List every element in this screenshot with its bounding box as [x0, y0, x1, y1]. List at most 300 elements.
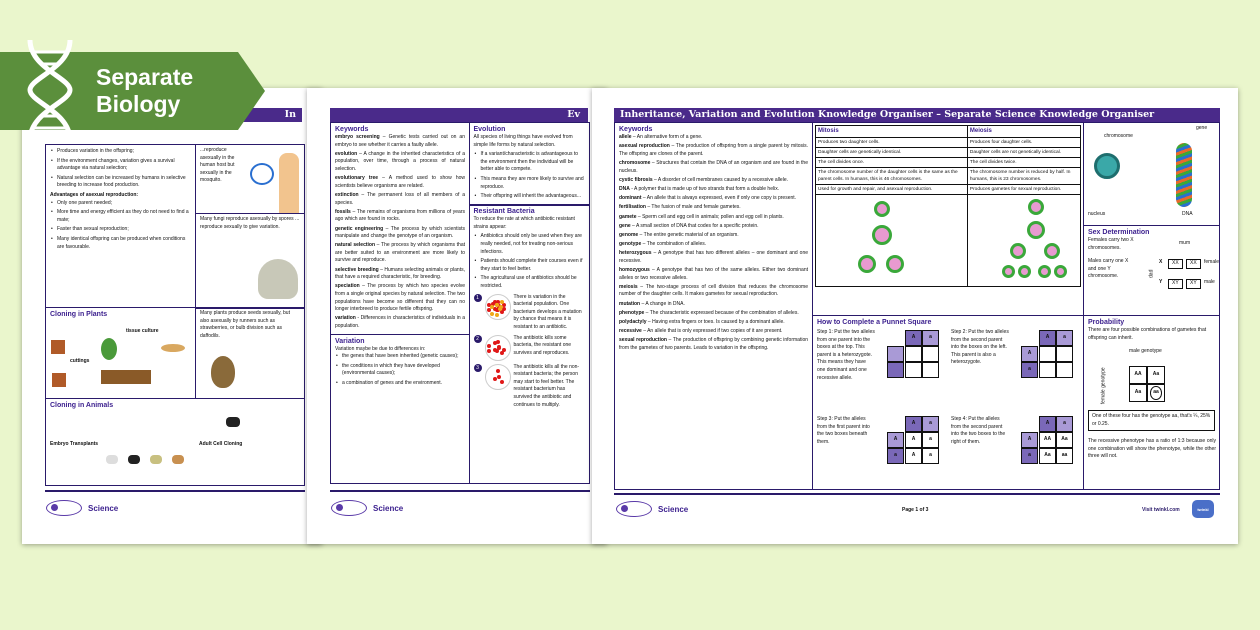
resistant-title: Resistant Bacteria [473, 208, 535, 216]
plants-text: Many plants produce seeds sexually, but also asexually by runners such as strawberries, or bulb division such as daffodils. [200, 310, 290, 339]
bullet: • a combination of genes and the environment. [335, 380, 465, 388]
xx-cell: XX [1186, 259, 1201, 269]
tissue-culture-label: tissue culture [126, 328, 159, 334]
xy-cell: XY [1186, 279, 1201, 289]
keyword-entry [619, 143, 808, 158]
keyword-term: polydactyly [619, 318, 647, 325]
keyword-entry [619, 160, 808, 175]
cloning-animals-box [45, 398, 305, 486]
bullet: • Patients should complete their courses even if they start to feel better. [474, 258, 586, 273]
keyword-term: dominant [619, 195, 642, 202]
mitosis-cell: Used for growth and repair, and asexual reproduction. [816, 185, 968, 195]
keyword-term: DNA [619, 185, 630, 192]
keyword-definition: - Differences in characteristics of individuals in a population. [335, 315, 465, 329]
keyword-term: allele [619, 134, 632, 140]
bullets-top [50, 148, 191, 190]
punnett-cell: A [905, 330, 922, 346]
cell-icon [1038, 265, 1051, 278]
grid-cell: AA [1129, 366, 1147, 384]
keyword-definition: – The two-stage process of cell division that reduces the chromosome number of the daughter cells. It makes gametes for sexual reproduction. [619, 283, 808, 298]
bacterium-dot [487, 344, 491, 348]
punnett-cell: a [922, 416, 939, 432]
mid-right-column [469, 122, 591, 484]
keyword-entry [619, 267, 808, 282]
bullet: • More time and energy efficient as they do not need to find a mate; [50, 209, 191, 224]
keyword-term: embryo screening [335, 134, 380, 140]
visit-link[interactable]: Visit twinkl.com [1142, 507, 1180, 513]
keyword-definition: – A genotype that has two different alleles – one dominant and one recessive. [619, 250, 808, 264]
punnett-box [812, 315, 1084, 490]
mitosis-cell: Produces two daughter cells. [816, 138, 968, 148]
gene-diagram-box [1083, 122, 1220, 226]
keyword-definition: – A disorder of cell membranes caused by a recessive allele. [652, 176, 788, 183]
keyword-entry [619, 328, 808, 336]
dna-icon [20, 38, 80, 142]
grid-cell [1147, 384, 1165, 402]
keyword-definition: – The process by which two species evolve from a single original species by natural selection. The two populations have become so different that they can no longer interbreed to produce fertile offspring. [335, 283, 465, 313]
keyword-term: fertilisation [619, 204, 646, 211]
keyword-definition: – The entire genetic material of an organism. [638, 231, 739, 238]
punnett-cell: A [887, 432, 904, 448]
step-number: 3 [474, 364, 482, 372]
cell-icon [1002, 265, 1015, 278]
keyword-term: cystic fibrosis [619, 176, 653, 183]
keyword-definition: – A method used to show how scientists believe organisms are related. [335, 175, 465, 189]
science-logo-icon [331, 500, 367, 516]
keyword-definition: - A polymer that is made up of two strands that form a double helix. [629, 185, 780, 192]
probability-title: Probability [1088, 319, 1125, 326]
keyword-term: homozygous [619, 267, 650, 274]
keyword-entry [335, 151, 465, 174]
sheep-icon [128, 455, 140, 464]
bullet: • Only one parent needed; [50, 200, 191, 208]
mitosis-cell: The cell divides once. [816, 158, 968, 168]
punnett-cell [1039, 362, 1056, 378]
resistant-intro: To reduce the rate at which antibiotic resistant strains appear: [473, 216, 575, 230]
bacterium-dot [493, 341, 497, 345]
keyword-entry [619, 301, 808, 309]
keyword-term: meiosis [619, 283, 638, 290]
keyword-term: mutation [619, 300, 641, 307]
punnett-cell: a [922, 448, 939, 464]
science-logo-icon [46, 500, 82, 516]
bullet: • Natural selection can be increased by humans in selective breeding to increase food production. [50, 175, 191, 190]
keyword-definition: – The production of offspring from a single parent by mitosis. The offspring are clones of the parent. [619, 143, 808, 157]
keyword-definition: – The remains of organisms from millions of years ago which are found in rocks. [335, 208, 465, 223]
keyword-entry [335, 175, 465, 190]
bullet: • The agricultural use of antibiotics should be restricted. [474, 275, 586, 290]
keyword-entry [619, 241, 808, 249]
keyword-term: asexual reproduction [619, 143, 670, 150]
keyword-definition: – The characteristic expressed because of the combination of alleles. [644, 309, 799, 316]
keyword-definition: – Having extra fingers or toes. Is caused by a dominant allele. [646, 318, 785, 325]
plant-pot-icon [52, 373, 66, 387]
punnett-cell: a [922, 330, 939, 346]
keyword-definition: – The production of offspring by combining genetic information from the gametes of two parents. Leads to variation in the offspring. [619, 337, 809, 351]
punnett-cell: a [1056, 416, 1073, 432]
fungi-box [195, 213, 305, 309]
punnett-cell: a [1021, 362, 1038, 378]
male-genotype-label: male genotype [1129, 348, 1162, 354]
petri-dish-icon [161, 344, 185, 352]
bullet: • Their offspring will inherit the advantageous... [474, 193, 586, 201]
footer [616, 501, 688, 517]
punnett-cell: Aa [1056, 432, 1073, 448]
petri-dish-icon [485, 364, 511, 390]
keyword-definition: – Humans selecting animals or plants, that have a required characteristic, for breeding. [335, 266, 465, 281]
probability-box [1083, 315, 1220, 490]
keyword-term: heterozygous [619, 250, 652, 257]
keyword-term: recessive [619, 328, 642, 335]
step-text: The antibiotic kills some bacteria, the resistant one survives and reproduces. [513, 334, 572, 356]
twinkl-logo-icon [1192, 500, 1214, 518]
bacterium-dot [500, 380, 504, 384]
sex-det-title: Sex Determination [1088, 229, 1150, 236]
footer-science: Science [658, 504, 689, 514]
keyword-definition: – An alternative form of a gene. [631, 134, 703, 140]
keyword-term: genetic engineering [335, 225, 384, 232]
cell-icon [1054, 265, 1067, 278]
keyword-term: genotype [619, 241, 642, 248]
keywords-box [614, 122, 813, 490]
keyword-term: phenotype [619, 309, 645, 316]
keyword-term: natural selection [335, 242, 376, 249]
bullet: • the conditions in which they have developed (environmental causes); [335, 363, 465, 378]
punnett-cell: A [1039, 330, 1056, 346]
step-number: 2 [474, 335, 482, 343]
keyword-term: chromosome [619, 159, 651, 166]
banner-title-line2: Biology [96, 91, 181, 117]
gene-label: gene [1196, 125, 1208, 131]
keyword-entry [619, 223, 808, 231]
keyword-entry [619, 186, 808, 194]
keyword-definition: – An allele that is only expressed if two copies of it are present. [641, 328, 783, 335]
nucleus-label: nucleus [1088, 211, 1106, 217]
dna-helix-icon [1176, 143, 1192, 207]
keyword-definition: – The process by which scientists manipulate and change the genotype of an organism. [335, 225, 465, 240]
mitosis-diagram [816, 195, 968, 287]
meiosis-diagram [967, 195, 1080, 287]
meiosis-cell: The cell divides twice. [967, 158, 1080, 168]
banner-title-line1: Separate [96, 64, 194, 90]
cell-icon [874, 201, 890, 217]
keywords-title: Keywords [619, 126, 653, 133]
keyword-term: sexual reproduction [619, 337, 667, 344]
keyword-definition: – Structures that contain the DNA of an organism and are found in the nucleus. [619, 159, 808, 174]
probability-intro: There are four possible combinations of gametes that offspring can inherit. [1088, 327, 1207, 341]
twinkl-logo-text: twinkl [1197, 506, 1209, 512]
keyword-entry [335, 209, 465, 224]
punnett-cell: A [1021, 432, 1038, 448]
female-genotype-label: female genotype [1100, 367, 1107, 405]
keyword-entry [335, 283, 465, 313]
keyword-entry [619, 232, 808, 240]
cell-icon [1010, 243, 1026, 259]
meiosis-cell: The chromosome number is reduced by half. In humans, this is 23 chromosomes. [967, 168, 1080, 185]
step2: Step 2: Put the two alleles from the second parent into the boxes on the left. This parent is also a heterozygote. [951, 329, 1009, 366]
keyword-definition: – Sperm cell and egg cell in animals; pollen and egg cell in plants. [636, 213, 784, 220]
punnett-cell [887, 346, 904, 362]
bullet: • If the environment changes, variation gives a survival advantage via natural selection; [50, 158, 191, 173]
keyword-entry [619, 310, 808, 318]
punnett-cell: Aa [1039, 448, 1056, 464]
keyword-definition: – An allele that is always expressed, even if only one copy is present. [641, 195, 797, 202]
bullet: • the genes that have been inherited (genetic causes); [335, 353, 465, 361]
keyword-definition: – A genotype that has two of the same alleles. Either two dominant alleles or two recessive alleles. [619, 267, 808, 281]
resistant-bacteria-box [469, 204, 591, 484]
reproduction-box [45, 144, 196, 308]
keyword-term: fossils [335, 208, 351, 215]
bullet: • Many identical offspring can be produced when conditions are favourable. [50, 236, 191, 251]
punnett-cell: A [1039, 416, 1056, 432]
keyword-entry [619, 250, 808, 265]
bacterium-dot [493, 377, 497, 381]
keyword-term: extinction [335, 191, 359, 198]
bullet: • If a variant/characteristic is advantageous to the environment then the individual will be better able to compete. [474, 151, 586, 174]
step1: Step 1: Put the two alleles from one parent into the boxes at the top. This parent is a heterozygote. This means they have one dominant and one recessive allele. [817, 329, 875, 381]
mitosis-cell: Daughter cells are genetically identical. [816, 148, 968, 158]
evolution-intro: All species of living things have evolved from simple life forms by natural selection. [473, 134, 573, 148]
keyword-definition: – The combination of alleles. [641, 241, 707, 248]
grid-cell: Aa [1129, 384, 1147, 402]
bullet: • Faster than sexual reproduction; [50, 226, 191, 234]
cuttings-label: cuttings [70, 358, 90, 364]
keyword-term: gamete [619, 213, 637, 220]
punnett-cell: a [922, 432, 939, 448]
bullet: • Antibiotics should only be used when they are really needed, not for treating non-serious infections. [474, 233, 586, 256]
header-text: In [284, 109, 296, 120]
cell-icon [1044, 243, 1060, 259]
page-mid [307, 88, 607, 544]
punnett-cell: a [1021, 448, 1038, 464]
page-mid-header [330, 108, 588, 122]
keyword-entry [335, 226, 465, 241]
footer-rule [614, 493, 1220, 495]
keyword-entry [335, 242, 465, 265]
female-label: female [1204, 259, 1220, 265]
punnett-cell [1056, 346, 1073, 362]
table-row [816, 158, 1081, 168]
punnett-cell: AA [1039, 432, 1056, 448]
dad-label: dad [1148, 269, 1155, 278]
keyword-definition: – Genetic tests carried out on an embryo to see whether it carries a faulty allele. [335, 134, 465, 148]
human-illustration [279, 153, 299, 213]
bacterium-dot [499, 305, 503, 309]
cloning-plants-title: Cloning in Plants [50, 311, 108, 318]
punnett-cell [905, 346, 922, 362]
cell-icon [1027, 221, 1045, 239]
petri-dish-icon [485, 335, 511, 361]
keyword-entry [335, 267, 465, 282]
step4: Step 4: Put the alleles from the second parent into the two boxes to the right of them. [951, 416, 1006, 445]
keyword-definition: – A small section of DNA that codes for a specific protein. [630, 222, 759, 229]
keyword-entry [335, 315, 465, 330]
keyword-definition: – The permanent loss of all members of a species. [335, 191, 465, 206]
footer-rule [330, 490, 590, 492]
footer-rule [45, 490, 305, 492]
punnett-cell [922, 362, 939, 378]
cell-icon [1018, 265, 1031, 278]
page-back [22, 88, 322, 544]
meiosis-header: Meiosis [967, 126, 1080, 138]
footer [331, 500, 403, 516]
chromosome-label: chromosome [1104, 133, 1133, 139]
keyword-entry [619, 214, 808, 222]
asexual-adv-title: Advantages of asexual reproduction: [50, 191, 139, 198]
step-number: 1 [474, 294, 482, 302]
table-row [816, 168, 1081, 185]
mitosis-cell: The chromosome number of the daughter cells is the same as the parent cells. In humans, this is 46 chromosomes. [816, 168, 968, 185]
variation-title: Variation [335, 337, 365, 345]
malaria-text: ...reproduce asexually in the human host but sexually in the mosquito. [200, 147, 235, 184]
cell-icon [886, 255, 904, 273]
keyword-entry [619, 319, 808, 327]
table-row [816, 148, 1081, 158]
bulb-illustration [211, 356, 235, 388]
bacteria-step [474, 294, 586, 332]
bacterium-dot [490, 312, 494, 316]
keyword-definition: – A change in DNA. [640, 300, 685, 307]
science-logo-icon [616, 501, 652, 517]
leaf-icon [101, 338, 117, 360]
punnett-cell [905, 362, 922, 378]
keyword-entry [619, 134, 808, 142]
keyword-entry [619, 177, 808, 185]
keyword-entry [619, 204, 808, 212]
keyword-term: speciation [335, 283, 360, 290]
table-row [816, 138, 1081, 148]
keyword-term: variation [335, 315, 356, 322]
bacterium-dot [502, 348, 506, 352]
punnett-cell: a [887, 448, 904, 464]
plants-box [195, 307, 305, 399]
punnett-cell [1056, 362, 1073, 378]
bacteria-step [474, 364, 586, 410]
probability-callout: One of these four has the genotype aa, that's ¼, 25% or 0.25. [1088, 410, 1215, 431]
variation-box [330, 334, 470, 484]
bacteria-step [474, 335, 586, 361]
sex-determination-box [1083, 225, 1220, 316]
punnett-cell [1039, 346, 1056, 362]
nucleus-icon [1094, 153, 1120, 179]
cloning-plants-box [45, 307, 196, 399]
cloning-animals-title: Cloning in Animals [50, 402, 114, 409]
keyword-term: genome [619, 231, 639, 238]
keyword-definition: – The fusion of male and female gametes. [645, 204, 741, 211]
petri-dish-icon [485, 294, 511, 320]
keyword-term: gene [619, 222, 631, 229]
keyword-entry [335, 192, 465, 207]
malaria-cycle-icon [250, 163, 274, 185]
punnett-cell: aa [1056, 448, 1073, 464]
footer-science: Science [88, 503, 119, 513]
page-number: Page 1 of 3 [902, 507, 929, 513]
female-text: Females carry two X chromosomes. [1088, 237, 1134, 251]
meiosis-cell: Produces gametes for sexual reproduction. [967, 185, 1080, 195]
mitosis-meiosis-table [815, 125, 1081, 287]
bacterium-dot [495, 313, 499, 317]
grid-cell: Aa [1147, 366, 1165, 384]
male-text: Males carry one X and one Y chromosome. [1088, 258, 1129, 280]
banner-title [96, 64, 193, 118]
mid-left-column [330, 122, 470, 484]
punnett-cell: A [905, 448, 922, 464]
keyword-entry [619, 195, 808, 203]
y-label: Y [1159, 279, 1163, 285]
page-front [592, 88, 1238, 544]
evolution-box [469, 122, 591, 206]
sheep-icon [172, 455, 184, 464]
adult-cloning-label: Adult Cell Cloning [199, 441, 243, 447]
keywords-box [330, 122, 470, 335]
sheep-icon [106, 455, 118, 464]
punnett-cell: A [905, 416, 922, 432]
keyword-entry [619, 337, 808, 352]
bullet: • This means they are more likely to survive and reproduce. [474, 176, 586, 191]
keyword-term: evolutionary tree [335, 175, 379, 182]
punnett-cell: A [1021, 346, 1038, 362]
male-label: male [1204, 279, 1215, 285]
mum-label: mum [1179, 240, 1191, 246]
keyword-term: evolution [335, 150, 358, 157]
malaria-box [195, 144, 305, 214]
punnett-cell [887, 362, 904, 378]
cell-icon [858, 255, 876, 273]
sheep-icon [150, 455, 162, 464]
page-front-header: Inheritance, Variation and Evolution Knowledge Organiser – Separate Science Knowledge Organiser [614, 108, 1220, 122]
aa-circled: aa [1150, 386, 1162, 400]
table-row [816, 185, 1081, 195]
keyword-entry [619, 284, 808, 299]
bacterium-dot [487, 349, 491, 353]
mitosis-header: Mitosis [816, 126, 968, 138]
meiosis-cell: Daughter cells are not genetically identical. [967, 148, 1080, 158]
punnett-title: How to Complete a Punnet Square [817, 319, 932, 326]
keyword-entry [335, 134, 465, 149]
cell-icon [872, 225, 892, 245]
header-text: Ev [567, 109, 580, 120]
footer [46, 500, 118, 516]
seed-tray-icon [101, 370, 151, 384]
fungi-text: Many fungi reproduce asexually by spores ... reproduce sexually to give variation. [200, 216, 300, 230]
sheep-icon [226, 417, 240, 427]
variation-intro: Variation maybe be due to differences in: [335, 345, 426, 352]
probability-ratio: The recessive phenotype has a ratio of 1:3 because only one combination will show the phenotype, while the other three will not. [1088, 438, 1216, 460]
cell-icon [1028, 199, 1044, 215]
xy-cell: XY [1168, 279, 1183, 289]
mushroom-illustration [258, 259, 298, 299]
step3: Step 3: Put the alleles from the first parent into the two boxes beneath them. [817, 416, 870, 445]
bullet: • Produces variation in the offspring; [50, 148, 191, 156]
dna-label: DNA [1182, 211, 1193, 217]
evolution-title: Evolution [473, 126, 506, 133]
bacterium-dot [495, 349, 499, 353]
keyword-definition: – The process by which organisms that are better suited to an environment are more likely to survive and reproduce. [335, 242, 465, 264]
footer-science: Science [373, 503, 404, 513]
punnett-cell: a [1056, 330, 1073, 346]
bacterium-dot [496, 369, 500, 373]
step-text: There is variation in the bacterial population. One bacterium develops a mutation by chance that means it is resistant to an antibiotic. [513, 293, 582, 330]
keyword-definition: – A change in the inherited characteristics of a population, over time, through a process of natural selection. [335, 150, 465, 172]
punnett-cell: A [905, 432, 922, 448]
mitosis-meiosis-box [812, 122, 1084, 316]
keyword-term: selective breeding [335, 266, 379, 273]
x-label: X [1159, 259, 1163, 265]
xx-cell: XX [1168, 259, 1183, 269]
step-text: The antibiotic kills all the non-resistant bacteria; the person may start to feel better. The resistant bacterium has survived the antibiotic and continues to multiply. [513, 363, 580, 408]
bacterium-dot [497, 375, 501, 379]
embryo-label: Embryo Transplants [50, 441, 99, 447]
